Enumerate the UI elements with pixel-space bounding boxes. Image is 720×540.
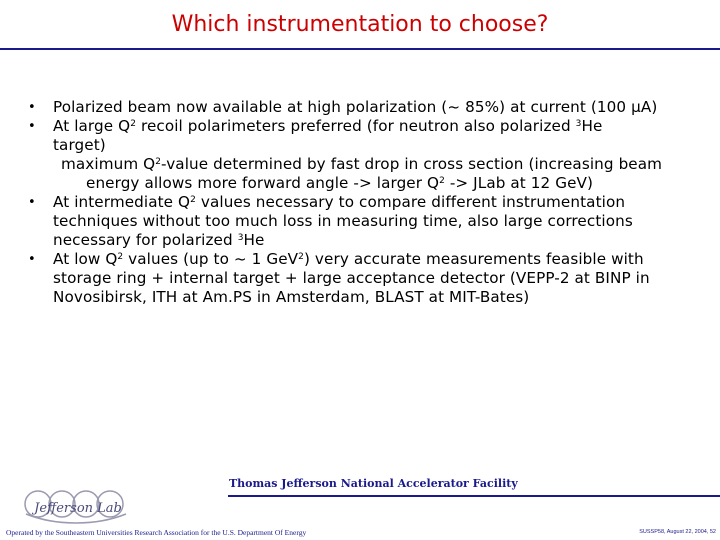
bullet-text: necessary for polarized xyxy=(53,231,238,249)
bullet-marker: • xyxy=(28,100,36,115)
superscript: 3 xyxy=(575,119,582,129)
title-divider xyxy=(0,48,720,50)
bullet-item-low-q2 xyxy=(28,250,713,307)
bullet-marker: • xyxy=(28,195,36,210)
jefferson-lab-logo xyxy=(16,488,142,528)
sub-text: -> JLab at 12 GeV) xyxy=(444,174,594,192)
footer-divider xyxy=(228,495,720,497)
superscript: 2 xyxy=(117,252,124,262)
bullet-text: He xyxy=(243,231,265,249)
sub-text: energy allows more forward angle -> larger Q xyxy=(86,174,440,192)
bullet-text: ) very accurate measurements feasible with xyxy=(303,250,644,268)
superscript: 2 xyxy=(155,157,162,167)
bullet-text: techniques without too much loss in measuring time, also large corrections xyxy=(53,212,633,230)
sub-text: -value determined by fast drop in cross section (increasing beam xyxy=(161,155,663,173)
bullet-text: values necessary to compare different instrumentation xyxy=(195,193,626,211)
bullet-marker: • xyxy=(28,119,36,134)
logo-text: Jefferson Lab xyxy=(34,501,122,516)
conference-page-label: SUSSP58, August 22, 2004, 52 xyxy=(639,529,716,535)
superscript: 2 xyxy=(190,195,196,205)
operated-by-text: Operated by the Southeastern Universities Research Association for the U.S. Department Of Energy xyxy=(6,528,307,537)
bullet-text: At intermediate Q xyxy=(53,193,191,211)
bullet-list xyxy=(28,98,713,307)
bullet-text: values (up to ~ 1 GeV xyxy=(123,250,299,268)
bullet-text: Novosibirsk, ITH at Am.PS in Amsterdam, BLAST at MIT-Bates) xyxy=(53,288,530,306)
lab-name: Thomas Jefferson National Accelerator Facility xyxy=(229,477,518,490)
bullet-text: At large Q xyxy=(53,117,131,135)
slide-title: Which instrumentation to choose? xyxy=(171,12,549,37)
superscript: 3 xyxy=(237,233,244,243)
bullet-item-large-q2 xyxy=(28,117,713,155)
superscript: 2 xyxy=(298,252,304,262)
bullet-text: recoil polarimeters preferred (for neutron also polarized xyxy=(136,117,576,135)
bullet-marker: • xyxy=(28,252,36,267)
sub-item-maximum-q2 xyxy=(28,155,713,174)
sub-item-continuation xyxy=(28,174,713,193)
superscript: 2 xyxy=(439,176,445,186)
bullet-text: Polarized beam now available at high polarization (~ 85%) at current (100 μA) xyxy=(53,98,658,116)
sub-text: maximum Q xyxy=(61,155,156,173)
bullet-item-polarized-beam xyxy=(28,98,713,117)
bullet-text: At low Q xyxy=(53,250,118,268)
superscript: 2 xyxy=(130,119,137,129)
bullet-text: He xyxy=(581,117,603,135)
bullet-item-intermediate-q2 xyxy=(28,193,713,250)
bullet-text: storage ring + internal target + large acceptance detector (VEPP-2 at BINP in xyxy=(53,269,650,287)
bullet-text: target) xyxy=(53,136,106,154)
